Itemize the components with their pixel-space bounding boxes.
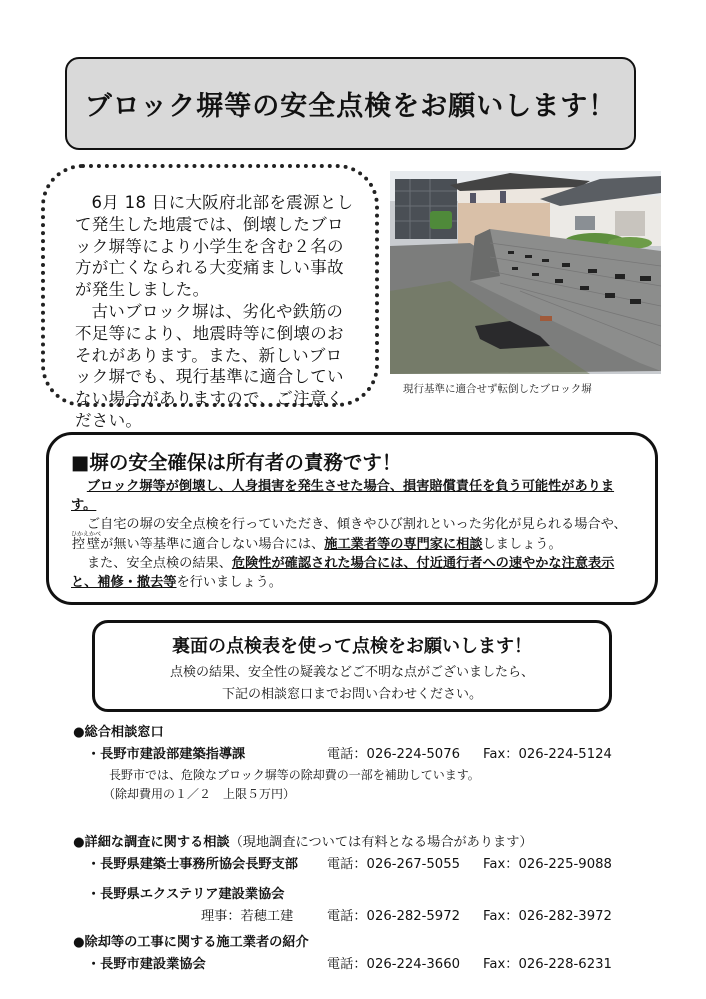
section-general-consultation	[73, 722, 633, 744]
checklist-line-1: 点検の結果、安全性の疑義などご不明な点がございましたら、	[169, 665, 534, 680]
inspection-text-b: が無い等基準に適合しない場合には、	[100, 537, 325, 553]
danger-text-a: また、安全点検の結果、	[86, 556, 232, 572]
contact-row	[73, 744, 633, 766]
contact-person: 理事：若穂工建	[201, 909, 294, 924]
danger-paragraph	[71, 554, 637, 592]
contact-phone: 電話：026-224-3660	[327, 957, 460, 972]
liability-notice	[71, 477, 637, 515]
collapsed-wall-photo	[390, 171, 661, 374]
inspection-text-a: ご自宅の塀の安全点検を行っていただき、傾きやひび割れといった劣化が見られる場合や、	[86, 517, 627, 532]
responsibility-heading: ■塀の安全確保は所有者の責務です！	[71, 451, 402, 474]
checklist-line-2: 下記の相談窓口までお問い合わせください。	[221, 687, 482, 702]
contact-fax: Fax：026-228-6231	[483, 957, 612, 972]
ruby-base: 控壁	[71, 537, 102, 553]
ruby-reading: ひかえかべ	[71, 531, 102, 539]
page-title: ブロック塀等の安全点検をお願いします！	[84, 91, 617, 122]
section-detailed-survey	[73, 832, 633, 854]
checklist-box	[92, 620, 612, 712]
danger-text-b: を行いましょう。	[176, 575, 282, 591]
intro-box	[41, 164, 379, 430]
title-banner	[65, 57, 636, 150]
inspection-paragraph	[71, 515, 637, 554]
contact-phone: 電話：026-282-5972	[327, 909, 460, 924]
liability-text: ブロック塀等が倒壊し、人身損害を発生させた場合、損害賠償責任を負う可能性があります。	[71, 479, 615, 513]
contact-org: ・長野市建設業協会	[87, 957, 206, 972]
responsibility-box	[46, 432, 658, 605]
contact-org: ・長野県建築士事務所協会長野支部	[87, 857, 298, 872]
contact-row	[73, 884, 633, 906]
checklist-heading: 裏面の点検表を使って点検をお願いします！	[172, 636, 532, 657]
subsidy-note: 長野市では、危険なブロック塀等の除却費の一部を補助しています。	[109, 768, 480, 782]
section-note: （現地調査については有料となる場合があります）	[229, 835, 533, 850]
intro-paragraph-2: 古いブロック塀は、劣化や鉄筋の不足等により、地震時等に倒壊のおそれがあります。また、新しいブロック塀でも、現行基準に適合していない場合がありますので、ご注意ください。	[75, 301, 344, 430]
intro-paragraph-1: 6月 18 日に大阪府北部を震源として発生した地震では、倒壊したブロック塀等により小学生を含む２名の方が亡くなられる大変痛ましい事故が発生しました。	[75, 193, 354, 300]
contact-row	[73, 854, 633, 876]
consult-expert-text: 施工業者等の専門家に相談	[324, 537, 483, 553]
photo-caption: 現行基準に適合せず転倒したブロック塀	[403, 383, 592, 395]
section-title: ●除却等の工事に関する施工業者の紹介	[73, 935, 309, 950]
section-title: ●詳細な調査に関する相談	[73, 835, 230, 850]
inspection-text-c: しましょう。	[482, 537, 562, 553]
contact-fax: Fax：026-224-5124	[483, 747, 612, 762]
contact-org: ・長野県エクステリア建設業協会	[87, 887, 285, 902]
subsidy-limit: （除却費用の１／２ 上限５万円）	[103, 787, 296, 801]
contact-fax: Fax：026-282-3972	[483, 909, 612, 924]
section-contractor-referral	[73, 932, 633, 954]
section-title: ●総合相談窓口	[73, 725, 164, 740]
contact-phone: 電話：026-224-5076	[327, 747, 460, 762]
contact-row-detail	[73, 906, 633, 928]
contact-phone: 電話：026-267-5055	[327, 857, 460, 872]
contact-fax: Fax：026-225-9088	[483, 857, 612, 872]
contact-row	[73, 954, 633, 976]
contact-org: ・長野市建設部建築指導課	[87, 747, 246, 762]
danger-bold-text: 危険性が確認された場合には、付近通行者への速やかな注意表示と、補修・撤去等	[71, 556, 615, 591]
ruby-buttress	[71, 531, 102, 553]
contacts-section	[73, 722, 633, 976]
